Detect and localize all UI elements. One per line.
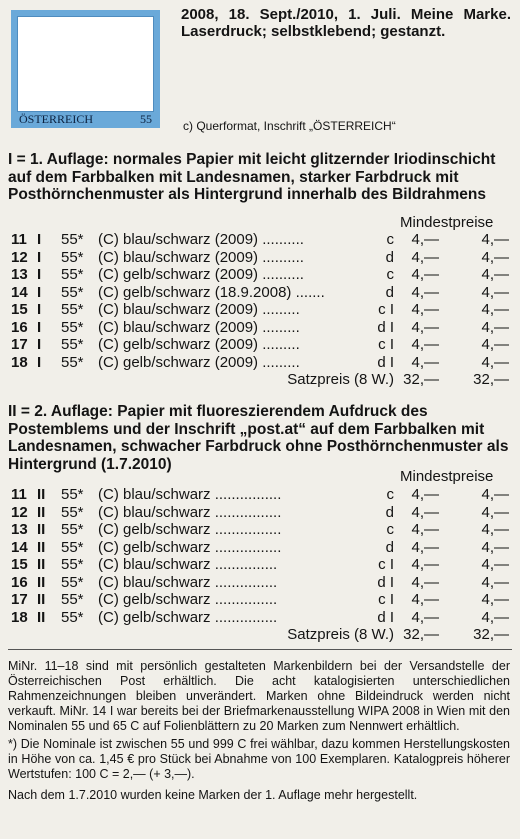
- stamp-blank-area: [17, 16, 154, 112]
- color-description: (C) gelb/schwarz ...............: [98, 591, 278, 608]
- price-used: 4,—: [481, 573, 509, 591]
- catalog-number: 16: [11, 318, 28, 336]
- catalog-number: 15: [11, 556, 28, 573]
- catalog-number: 17: [11, 591, 28, 608]
- catalog-number: 16: [11, 573, 28, 591]
- edition-mark: I: [37, 283, 42, 301]
- color-description: (C) gelb/schwarz ...............: [98, 608, 278, 626]
- catalog-number: 11: [11, 231, 27, 248]
- table-row: [8, 266, 513, 284]
- note-availability: MiNr. 11–18 sind mit persönlich gestalteten Markenbildern bei der Versandstelle der Österreichischen Post erhältlich. Die acht katalogisierten unterschiedlichen Rahmenzeichnungen bleiben unverändert. Marken ohne Bildeindruck werden nicht verkauft. MiNr. 14 I war bereits bei der Briefmarkenausstellung WIPA 2008 in Wien mit den Nominalen 55 und 65 C auf Folienblättern zu 20 Marken zum Nennwert erhältlich.: [8, 659, 510, 733]
- nominal-value: 55*: [61, 301, 84, 318]
- stamp-inscription: [15, 111, 156, 127]
- table-row: [8, 609, 513, 627]
- price-used: 4,—: [481, 503, 509, 521]
- price-used: 4,—: [481, 608, 509, 626]
- price-mint: 4,—: [411, 353, 439, 371]
- color-description: (C) gelb/schwarz (2009) .........: [98, 336, 300, 353]
- edition-mark: II: [37, 538, 46, 556]
- price-used: 4,—: [481, 538, 509, 556]
- table-row: [8, 354, 513, 372]
- price-mint: 4,—: [411, 503, 439, 521]
- paper-type: c: [386, 231, 394, 248]
- color-description: (C) gelb/schwarz ................: [98, 538, 282, 556]
- price-mint: 4,—: [411, 283, 439, 301]
- paper-type: c: [386, 266, 394, 283]
- stamp-value: 55: [140, 111, 152, 126]
- nominal-value: 55*: [61, 503, 84, 521]
- price-used: 4,—: [481, 266, 509, 283]
- color-description: (C) blau/schwarz ................: [98, 503, 282, 521]
- section2-heading: II = 2. Auflage: Papier mit fluoreszierendem Aufdruck des Postemblems und der Inschrift „post.at“ auf dem Farbbalken mit Landesnamen, schwacher Farbdruck ohne Posthörnchenmuster als Hintergrund (1.7.2010): [8, 403, 509, 473]
- paper-type: d I: [377, 608, 394, 626]
- table-row: [8, 539, 513, 557]
- edition-mark: I: [37, 248, 42, 266]
- paper-type: d: [385, 538, 394, 556]
- set-price-label: Satzpreis (8 W.): [287, 626, 394, 643]
- price-used: 4,—: [481, 248, 509, 266]
- paper-type: d: [385, 248, 394, 266]
- edition-mark: II: [37, 486, 46, 503]
- table-row: [8, 319, 513, 337]
- price-used: 4,—: [481, 283, 509, 301]
- paper-type: d: [385, 283, 394, 301]
- price-used: 4,—: [481, 336, 509, 353]
- nominal-value: 55*: [61, 486, 84, 503]
- price-mint: 4,—: [411, 556, 439, 573]
- price-mint: 4,—: [411, 336, 439, 353]
- set-price-label: Satzpreis (8 W.): [287, 371, 394, 388]
- table-row: [8, 249, 513, 267]
- table-row: [8, 556, 513, 574]
- price-used: 4,—: [481, 521, 509, 538]
- paper-type: c I: [378, 591, 394, 608]
- price-used: 4,—: [481, 318, 509, 336]
- note-production: Nach dem 1.7.2010 wurden keine Marken der 1. Auflage mehr hergestellt.: [8, 788, 418, 802]
- total-row: [8, 626, 513, 644]
- catalog-number: 14: [11, 538, 28, 556]
- nominal-value: 55*: [61, 591, 84, 608]
- set-price-mint: 32,—: [403, 626, 439, 643]
- catalog-number: 13: [11, 266, 28, 283]
- set-price-used: 32,—: [473, 371, 509, 388]
- price-mint: 4,—: [411, 266, 439, 283]
- table-row: [8, 521, 513, 539]
- set-price-mint: 32,—: [403, 371, 439, 388]
- table-row: [8, 284, 513, 302]
- paper-type: c I: [378, 556, 394, 573]
- set-price-used: 32,—: [473, 626, 509, 643]
- catalog-number: 13: [11, 521, 28, 538]
- nominal-value: 55*: [61, 353, 84, 371]
- color-description: (C) gelb/schwarz (18.9.2008) .......: [98, 283, 325, 301]
- nominal-value: 55*: [61, 283, 84, 301]
- price-mint: 4,—: [411, 538, 439, 556]
- edition-mark: II: [37, 591, 46, 608]
- paper-type: c I: [378, 336, 394, 353]
- color-description: (C) blau/schwarz (2009) .........: [98, 318, 300, 336]
- table-row: [8, 336, 513, 354]
- color-description: (C) blau/schwarz (2009) ..........: [98, 248, 304, 266]
- paper-type: d I: [377, 318, 394, 336]
- price-used: 4,—: [481, 591, 509, 608]
- nominal-value: 55*: [61, 608, 84, 626]
- price-used: 4,—: [481, 231, 509, 248]
- total-row: [8, 371, 513, 389]
- catalog-number: 18: [11, 608, 28, 626]
- paper-type: d I: [377, 353, 394, 371]
- paper-type: d: [385, 503, 394, 521]
- paper-type: d I: [377, 573, 394, 591]
- paper-type: c I: [378, 301, 394, 318]
- catalog-number: 18: [11, 353, 28, 371]
- section2-price-header: Mindestpreise: [400, 468, 494, 485]
- paper-type: c: [386, 521, 394, 538]
- nominal-value: 55*: [61, 521, 84, 538]
- nominal-value: 55*: [61, 248, 84, 266]
- edition-mark: I: [37, 318, 42, 336]
- issue-header: 2008, 18. Sept./2010, 1. Juli. Meine Marke. Laserdruck; selbstklebend; gestanzt.: [181, 6, 511, 40]
- note-nominal: *) Die Nominale ist zwischen 55 und 999 C frei wählbar, dazu kommen Herstellungskosten in Höhe von ca. 1,45 € pro Stück bei Abnahme von 100 Exemplaren. Katalogpreis höherer Wertstufen: 100 C = 2,— (+ 3,—).: [8, 737, 510, 781]
- table-row: [8, 574, 513, 592]
- catalog-number: 17: [11, 336, 28, 353]
- stamp-caption: c) Querformat, Inschrift „ÖSTERREICH“: [183, 119, 396, 133]
- catalog-number: 12: [11, 248, 28, 266]
- price-used: 4,—: [481, 353, 509, 371]
- edition-mark: II: [37, 521, 46, 538]
- price-mint: 4,—: [411, 231, 439, 248]
- catalog-number: 11: [11, 486, 27, 503]
- color-description: (C) blau/schwarz ................: [98, 486, 282, 503]
- nominal-value: 55*: [61, 556, 84, 573]
- edition-mark: I: [37, 336, 42, 353]
- nominal-value: 55*: [61, 538, 84, 556]
- table-row: [8, 231, 513, 249]
- table-row: [8, 486, 513, 504]
- price-mint: 4,—: [411, 591, 439, 608]
- paper-type: c: [386, 486, 394, 503]
- divider: [8, 649, 512, 650]
- price-mint: 4,—: [411, 301, 439, 318]
- price-mint: 4,—: [411, 486, 439, 503]
- color-description: (C) gelb/schwarz ................: [98, 521, 282, 538]
- catalog-number: 14: [11, 283, 28, 301]
- table-row: [8, 591, 513, 609]
- price-used: 4,—: [481, 556, 509, 573]
- edition-mark: I: [37, 266, 42, 283]
- edition-mark: II: [37, 556, 46, 573]
- table-row: [8, 301, 513, 319]
- table-row: [8, 504, 513, 522]
- edition-mark: II: [37, 608, 46, 626]
- stamp-image: [11, 10, 160, 128]
- section1-heading: I = 1. Auflage: normales Papier mit leicht glitzernder Iriodinschicht auf dem Farbbalken mit Landesnamen, starker Farbdruck mit Posthörnchenmuster als Hintergrund innerhalb des Bildrahmens: [8, 151, 496, 203]
- edition-mark: II: [37, 573, 46, 591]
- nominal-value: 55*: [61, 573, 84, 591]
- color-description: (C) blau/schwarz ...............: [98, 556, 278, 573]
- price-mint: 4,—: [411, 318, 439, 336]
- price-used: 4,—: [481, 301, 509, 318]
- stamp-country: ÖSTERREICH: [19, 111, 94, 126]
- edition-mark: I: [37, 353, 42, 371]
- price-used: 4,—: [481, 486, 509, 503]
- price-mint: 4,—: [411, 521, 439, 538]
- price-mint: 4,—: [411, 573, 439, 591]
- color-description: (C) gelb/schwarz (2009) ..........: [98, 266, 304, 283]
- nominal-value: 55*: [61, 336, 84, 353]
- color-description: (C) blau/schwarz ...............: [98, 573, 278, 591]
- nominal-value: 55*: [61, 318, 84, 336]
- price-mint: 4,—: [411, 608, 439, 626]
- edition-mark: I: [37, 231, 42, 248]
- price-mint: 4,—: [411, 248, 439, 266]
- catalog-number: 12: [11, 503, 28, 521]
- nominal-value: 55*: [61, 266, 84, 283]
- color-description: (C) gelb/schwarz (2009) .........: [98, 353, 300, 371]
- catalog-number: 15: [11, 301, 28, 318]
- color-description: (C) blau/schwarz (2009) .........: [98, 301, 300, 318]
- section1-price-header: Mindestpreise: [400, 214, 494, 231]
- edition-mark: II: [37, 503, 46, 521]
- nominal-value: 55*: [61, 231, 84, 248]
- edition-mark: I: [37, 301, 42, 318]
- color-description: (C) blau/schwarz (2009) ..........: [98, 231, 304, 248]
